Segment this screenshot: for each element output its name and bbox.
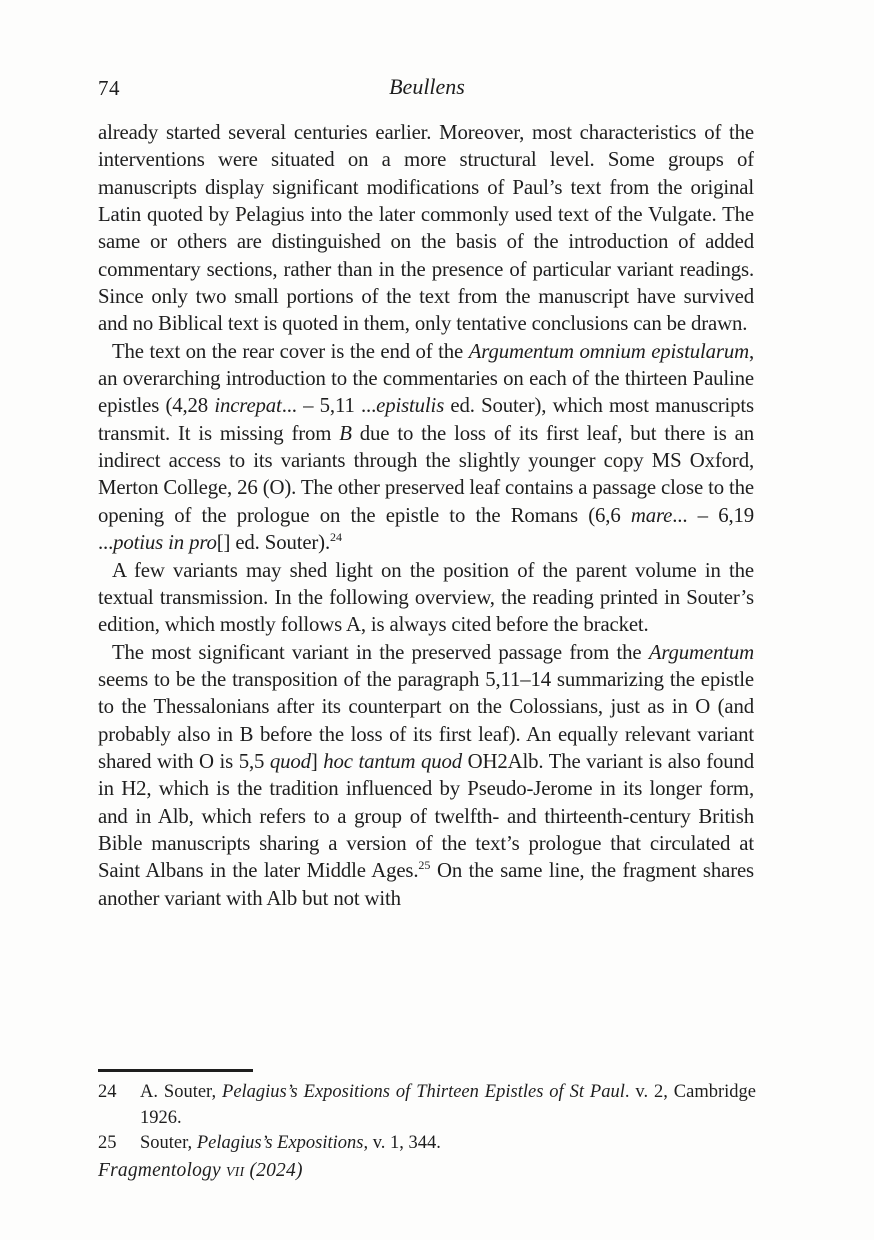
paragraph xyxy=(98,557,754,639)
running-header xyxy=(98,74,776,100)
text-run: Argumentum xyxy=(648,640,754,664)
footnote-text xyxy=(140,1133,441,1153)
body-text xyxy=(98,119,754,1063)
paragraph xyxy=(98,639,754,912)
text-run: ed. Souter), which most manuscripts transmit. It is missing from xyxy=(98,394,754,445)
text-run: Pelagius’s Expositions of Thirteen Epistles of St Paul xyxy=(222,1082,625,1102)
footnotes xyxy=(98,1080,756,1157)
text-run: mare xyxy=(630,503,673,527)
text-run: hoc tantum quod xyxy=(323,749,462,773)
text-run: vii xyxy=(225,1160,245,1181)
text-run: ... – 5,11 ... xyxy=(281,394,377,418)
text-run: seems to be the transposition of the paragraph 5,11–14 summarizing the epistle to the Thessalonians after its counterpart on the Colossians, just as in O (and probably also in B before the loss of its first leaf). An equally relevant variant shared with O is 5,5 xyxy=(98,667,754,773)
text-run: increpat xyxy=(214,394,282,418)
text-run: [] ed. Souter). xyxy=(216,531,330,555)
footnote xyxy=(98,1131,756,1157)
text-run: potius in pro xyxy=(113,531,217,555)
text-run: epistulis xyxy=(376,394,445,418)
page-number: 74 xyxy=(98,76,120,100)
text-run: . v. 2, Cambridge 1926. xyxy=(140,1082,757,1128)
text-run: already started several centuries earlier. Moreover, most characteristics of the interventions were situated on a more structural level. Some groups of manuscripts display significant modifications of Paul’s text from the original Latin quoted by Pelagius into the later commonly used text of the Vulgate. The same or others are distinguished on the basis of the introduction of added commentary sections, rather than in the presence of particular variant readings. Since only two small portions of the text from the manuscript have survived and no Biblical text is quoted in them, only tentative conclusions can be drawn. xyxy=(98,121,754,336)
text-run: A few variants may shed light on the position of the parent volume in the textual transmission. In the following overview, the reading printed in Souter’s edition, which mostly follows A, is always cited before the bracket. xyxy=(98,558,754,637)
text-run: quod xyxy=(269,749,311,773)
paragraph xyxy=(98,338,754,557)
text-run: The text on the rear cover is the end of the xyxy=(112,339,469,363)
text-run: On the same line, the fragment shares another variant with Alb but not with xyxy=(98,859,754,910)
footnote-reference: 24 xyxy=(330,530,343,545)
text-run: B xyxy=(339,421,352,445)
text-run: The most significant variant in the preserved passage from the xyxy=(112,640,649,664)
text-run: ] xyxy=(310,749,324,773)
footnote-reference: 25 xyxy=(418,858,431,873)
text-run: Argumentum omnium epistularum xyxy=(468,339,749,363)
text-run: , v. 1, 344. xyxy=(363,1133,441,1153)
running-title: Beullens xyxy=(389,74,465,99)
text-run: OH2Alb. The variant is also found in H2, which is the tradition influenced by Pseudo-Jerome in its longer form, and in Alb, which refers to a group of twelfth- and thirteenth-century British Bible manuscripts sharing a version of the text’s prologue that circulated at Saint Albans in the later Middle Ages. xyxy=(98,749,754,883)
text-run: ... – 6,19 ... xyxy=(98,503,754,555)
text-run: Fragmentology xyxy=(98,1160,226,1181)
footnote-number: 24 xyxy=(98,1082,117,1102)
text-run: , an overarching introduction to the commentaries on each of the thirteen Pauline epistles (4,28 xyxy=(98,339,754,418)
text-run: A. Souter, xyxy=(140,1082,223,1102)
journal-footer xyxy=(98,1160,598,1182)
footnote-text xyxy=(140,1082,756,1128)
text-run: Souter, xyxy=(140,1133,197,1153)
text-run: (2024) xyxy=(244,1160,303,1181)
text-run: Pelagius’s Expositions xyxy=(196,1133,364,1153)
footnote xyxy=(98,1080,756,1131)
text-run: due to the loss of its first leaf, but there is an indirect access to its variants through the slightly younger copy MS Oxford, Merton College, 26 (O). The other preserved leaf contains a passage close to the opening of the prologue on the epistle to the Romans (6,6 xyxy=(98,421,754,527)
footnote-separator-rule xyxy=(98,1069,253,1072)
footnote-number: 25 xyxy=(98,1133,117,1153)
paragraph xyxy=(98,119,754,338)
